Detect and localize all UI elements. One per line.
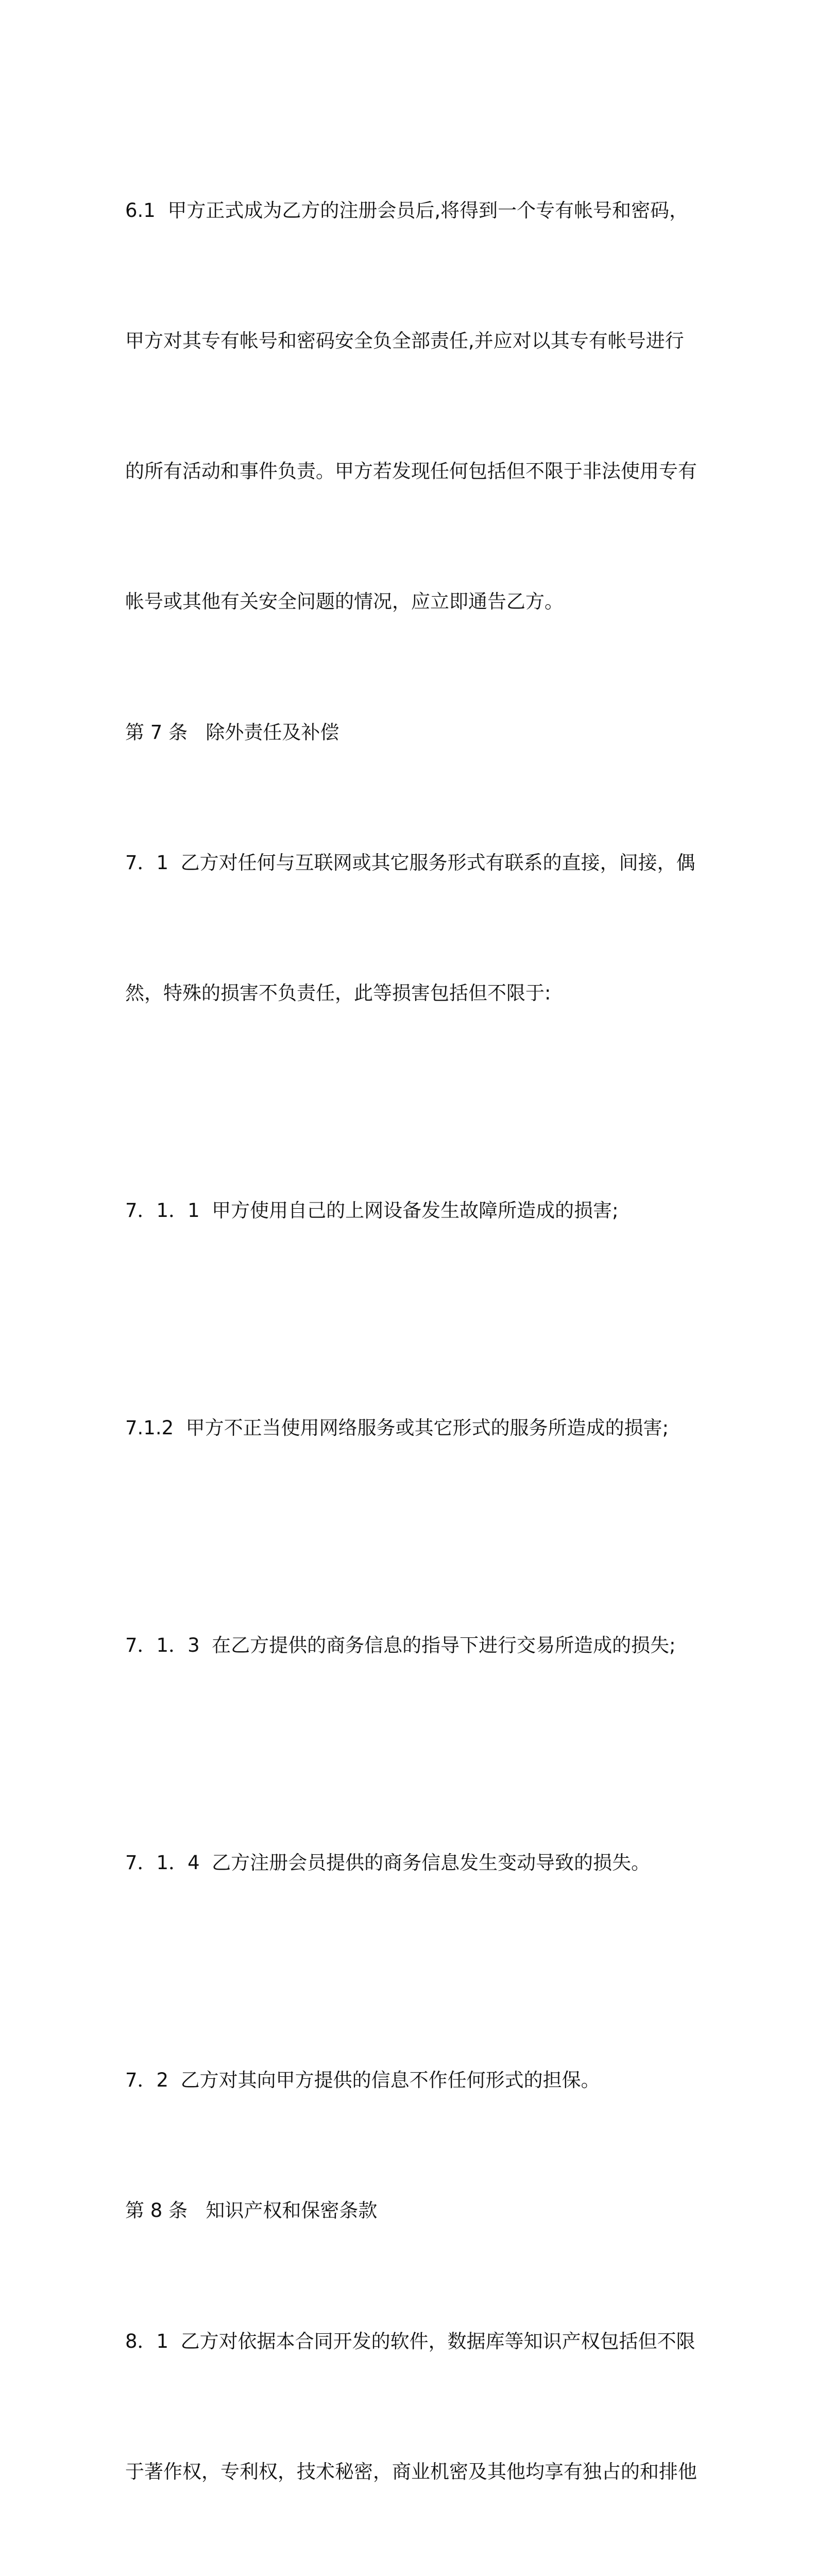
text-line: 8．1 乙方对依据本合同开发的软件，数据库等知识产权包括但不限	[125, 2330, 695, 2352]
clause-8-1	[125, 2233, 702, 2576]
clause-6-1	[125, 102, 702, 711]
text-line: 6.1 甲方正式成为乙方的注册会员后,将得到一个专有帐号和密码，	[125, 199, 689, 222]
text-line: 于著作权，专利权，技术秘密，商业机密及其他均享有独占的和排他	[125, 2460, 697, 2483]
text-line: 7．1 乙方对任何与互联网或其它服务形式有联系的直接，间接，偶	[125, 851, 695, 874]
text-line: 帐号或其他有关安全问题的情况，应立即通告乙方。	[125, 590, 564, 613]
article-7-heading: 第 7 条 除外责任及补偿	[125, 721, 339, 743]
document-body	[125, 102, 702, 2576]
text-line: 7．1．4 乙方注册会员提供的商务信息发生变动导致的损失。	[125, 1852, 651, 1874]
clause-7-1-1	[125, 1102, 702, 1319]
article-8-heading: 第 8 条 知识产权和保密条款	[125, 2199, 378, 2222]
text-line: 的所有活动和事件负责。甲方若发现任何包括但不限于非法使用专有	[125, 460, 697, 483]
text-line: 7.1.2 甲方不正当使用网络服务或其它形式的服务所造成的损害;	[125, 1417, 669, 1439]
clause-7-1-2	[125, 1319, 702, 1537]
clause-7-2	[125, 1972, 702, 2189]
text-line: 7．2 乙方对其向甲方提供的信息不作任何形式的担保。	[125, 2069, 600, 2092]
clause-7-1-4	[125, 1754, 702, 1972]
text-line: 甲方对其专有帐号和密码安全负全部责任,并应对以其专有帐号进行	[125, 330, 684, 352]
clause-7-1-3	[125, 1537, 702, 1754]
text-line: 7．1．1 甲方使用自己的上网设备发生故障所造成的损害;	[125, 1199, 619, 1222]
text-line: 7．1．3 在乙方提供的商务信息的指导下进行交易所造成的损失;	[125, 1634, 676, 1657]
clause-7-1	[125, 754, 702, 1102]
text-line: 然，特殊的损害不负责任，此等损害包括但不限于:	[125, 982, 551, 1005]
